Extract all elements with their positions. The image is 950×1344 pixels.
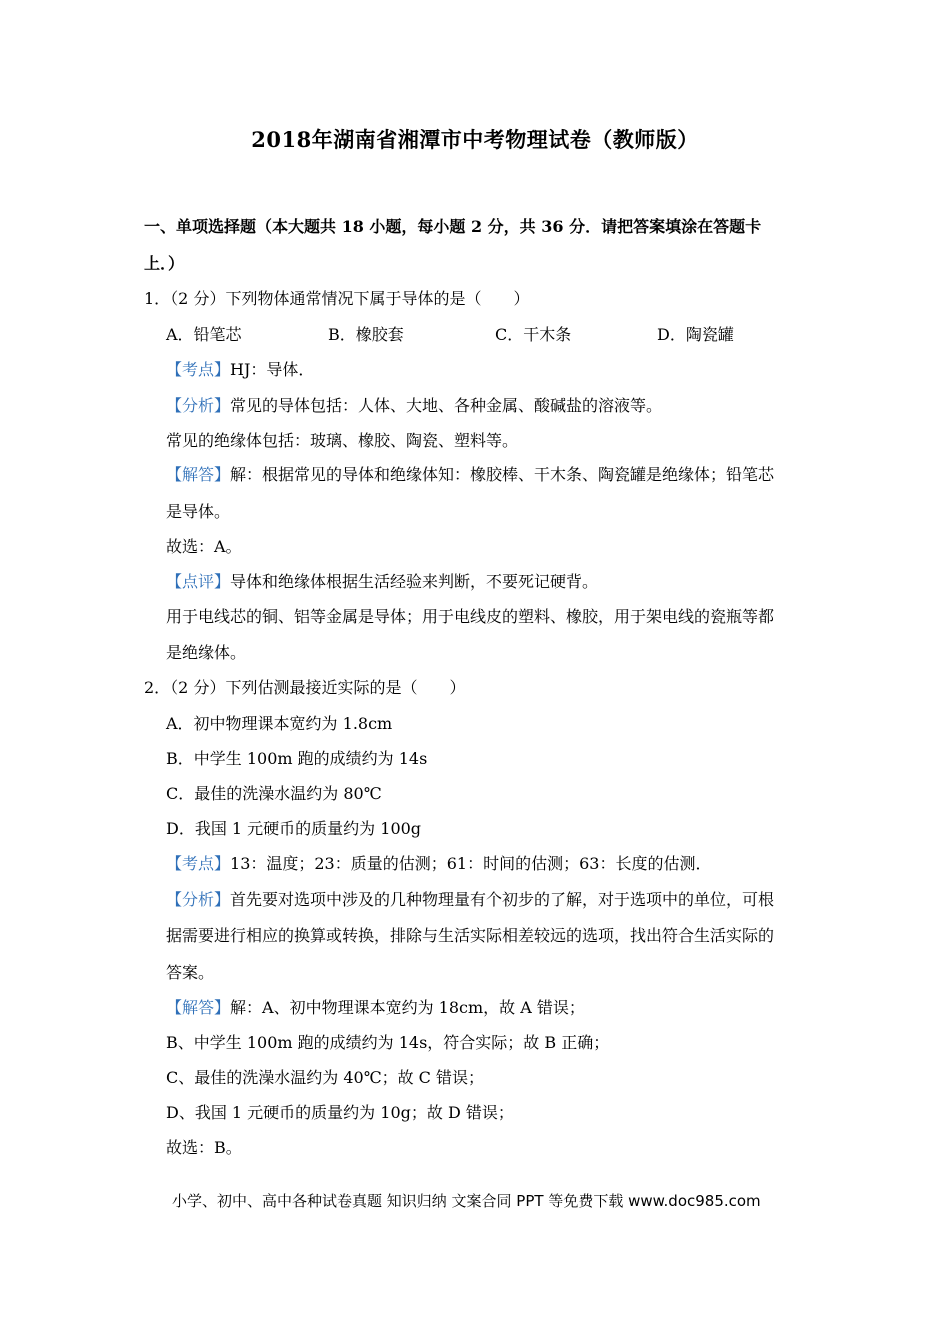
q2-jieda bbox=[166, 997, 585, 1019]
question-2-stem: 2．（2 分）下列估测最接近实际的是（ ） bbox=[144, 678, 466, 697]
q2-kaodian bbox=[166, 853, 711, 875]
jieda-text: 解：根据常见的导体和绝缘体知：橡胶棒、干木条、陶瓷罐是绝缘体；铅笔芯 bbox=[230, 465, 775, 484]
section-heading-cont: 上．） bbox=[144, 254, 185, 273]
q1-dianping bbox=[166, 571, 598, 593]
page-footer: 小学、初中、高中各种试卷真题 知识归纳 文案合同 PPT 等免费下载 www.doc985.com bbox=[172, 1192, 761, 1210]
kaodian-text: HJ：导体． bbox=[230, 360, 315, 379]
q1-jieda-cont: 是导体。 bbox=[166, 502, 231, 521]
q1-option-b: B．橡胶套 bbox=[328, 325, 404, 344]
q2-jieda-c: C、最佳的洗澡水温约为 40℃；故 C 错误； bbox=[166, 1068, 485, 1087]
q2-jieda-b: B、中学生 100m 跑的成绩约为 14s，符合实际；故 B 正确； bbox=[166, 1033, 610, 1052]
q1-option-c: C．干木条 bbox=[495, 325, 572, 344]
q2-option-c: C．最佳的洗澡水温约为 80℃ bbox=[166, 784, 382, 803]
fenxi-text: 常见的导体包括：人体、大地、各种金属、酸碱盐的溶液等。 bbox=[230, 396, 663, 415]
q1-option-d: D．陶瓷罐 bbox=[657, 325, 734, 344]
q2-answer: 故选：B。 bbox=[166, 1138, 242, 1157]
section-heading: 一、单项选择题（本大题共 18 小题，每小题 2 分，共 36 分．请把答案填涂在答题卡 bbox=[144, 217, 762, 236]
q1-jieda bbox=[166, 464, 774, 486]
question-1-stem: 1．（2 分）下列物体通常情况下属于导体的是（ ） bbox=[144, 289, 530, 308]
q2-option-a: A．初中物理课本宽约为 1.8cm bbox=[166, 714, 393, 733]
kaodian-tag: 【考点】 bbox=[166, 360, 231, 379]
dianping-text: 导体和绝缘体根据生活经验来判断，不要死记硬背。 bbox=[230, 572, 599, 591]
q2-fenxi bbox=[166, 889, 774, 911]
q1-fenxi bbox=[166, 395, 662, 417]
q2-jieda-d: D、我国 1 元硬币的质量约为 10g；故 D 错误； bbox=[166, 1103, 514, 1122]
q1-dianping-cont: 用于电线芯的铜、铝等金属是导体；用于电线皮的塑料、橡胶，用于架电线的瓷瓶等都 bbox=[166, 607, 775, 626]
q2-fenxi-cont: 据需要进行相应的换算或转换，排除与生活实际相差较远的选项，找出符合生活实际的 bbox=[166, 926, 775, 945]
q1-option-a: A．铅笔芯 bbox=[166, 325, 242, 344]
q2-option-b: B．中学生 100m 跑的成绩约为 14s bbox=[166, 749, 428, 768]
dianping-tag: 【点评】 bbox=[166, 572, 231, 591]
fenxi-tag: 【分析】 bbox=[166, 890, 231, 909]
q1-answer: 故选：A。 bbox=[166, 537, 242, 556]
jieda-tag: 【解答】 bbox=[166, 998, 231, 1017]
jieda-tag: 【解答】 bbox=[166, 465, 231, 484]
q2-option-d: D．我国 1 元硬币的质量约为 100g bbox=[166, 819, 422, 838]
q1-dianping-cont2: 是绝缘体。 bbox=[166, 643, 247, 662]
fenxi-tag: 【分析】 bbox=[166, 396, 231, 415]
q2-fenxi-cont2: 答案。 bbox=[166, 963, 215, 982]
fenxi-text: 首先要对选项中涉及的几种物理量有个初步的了解，对于选项中的单位，可根 bbox=[230, 890, 775, 909]
q1-kaodian bbox=[166, 359, 314, 381]
q1-fenxi-cont: 常见的绝缘体包括：玻璃、橡胶、陶瓷、塑料等。 bbox=[166, 431, 519, 450]
page-title: 2018年湖南省湘潭市中考物理试卷（教师版） bbox=[251, 127, 699, 152]
kaodian-tag: 【考点】 bbox=[166, 854, 231, 873]
jieda-text: 解：A、初中物理课本宽约为 18cm，故 A 错误； bbox=[230, 998, 585, 1017]
kaodian-text: 13：温度；23：质量的估测；61：时间的估测；63：长度的估测． bbox=[230, 854, 712, 873]
